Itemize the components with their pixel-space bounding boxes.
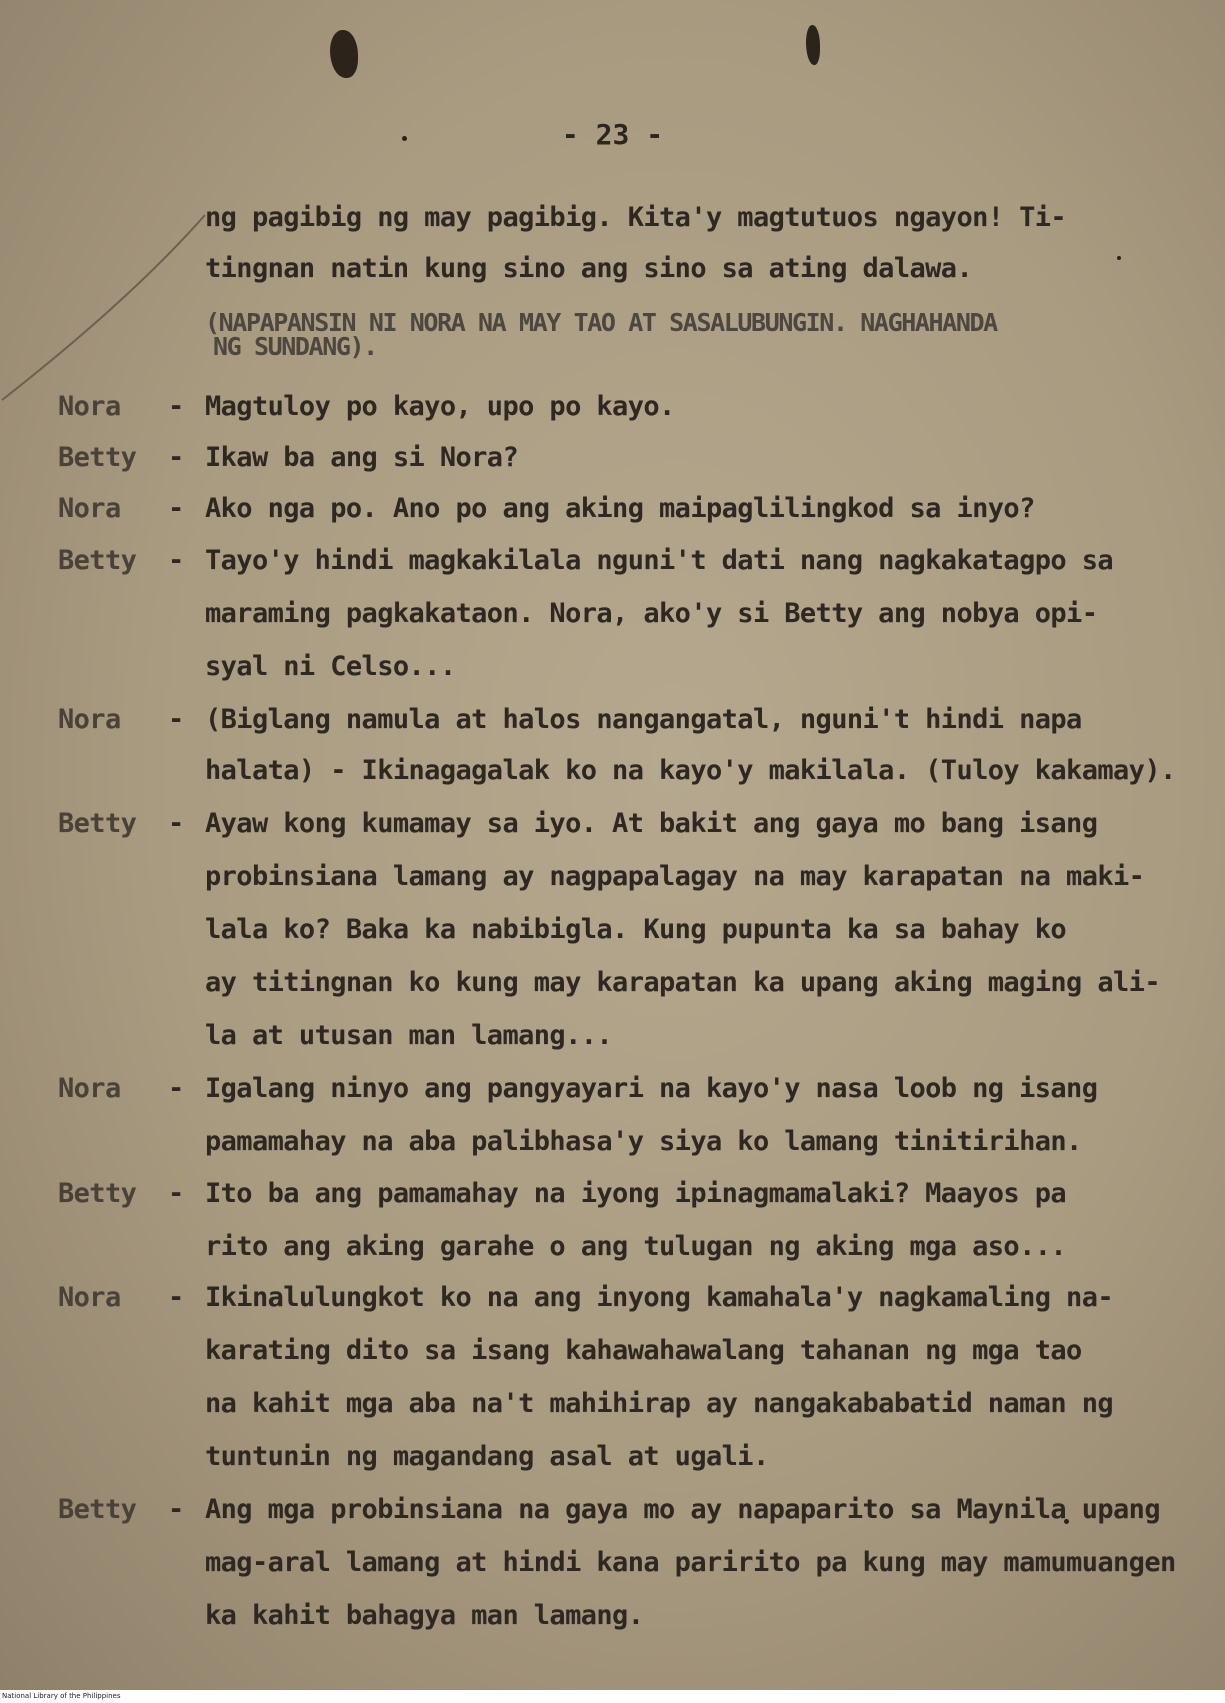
dialogue-line: Igalang ninyo ang pangyayari na kayo'y nasa loob ng isang xyxy=(205,1073,1098,1104)
archive-footer: National Library of the Philippines xyxy=(0,1690,1225,1703)
speaker-name: Betty xyxy=(58,442,137,473)
dialogue-line: na kahit mga aba na't mahihirap ay nangakababatid naman ng xyxy=(205,1388,1114,1419)
dialogue-line: Ito ba ang pamamahay na iyong ipinagmamalaki? Maayos pa xyxy=(205,1178,1067,1209)
speaker-dash: - xyxy=(168,1178,185,1209)
speaker-dash: - xyxy=(168,493,185,524)
dialogue-line: Ang mga probinsiana na gaya mo ay napaparito sa Maynila upang xyxy=(205,1494,1160,1525)
stage-direction-line-2: NG SUNDANG). xyxy=(213,332,377,361)
speaker-name: Nora xyxy=(58,1282,121,1313)
dialogue-line: Tayo'y hindi magkakilala nguni't dati nang nagkakatagpo sa xyxy=(205,545,1114,576)
speaker-dash: - xyxy=(168,808,185,839)
page-number: - 23 - xyxy=(561,118,664,151)
dialogue-line: mag-aral lamang at hindi kana paririto pa kung may mamumuangen xyxy=(205,1547,1176,1578)
opening-line-2: tingnan natin kung sino ang sino sa ating dalawa. xyxy=(205,253,973,284)
dialogue-line: syal ni Celso... xyxy=(205,651,456,682)
dialogue-line: tuntunin ng magandang asal at ugali. xyxy=(205,1441,769,1472)
speaker-name: Betty xyxy=(58,808,137,839)
speaker-dash: - xyxy=(168,1494,185,1525)
speaker-name: Nora xyxy=(58,1073,121,1104)
dialogue-line: ka kahit bahagya man lamang. xyxy=(205,1600,644,1631)
opening-line-1: ng pagibig ng may pagibig. Kita'y magtutuos ngayon! Ti- xyxy=(205,202,1067,233)
speaker-dash: - xyxy=(168,545,185,576)
speaker-dash: - xyxy=(168,391,185,422)
dialogue-line: ay titingnan ko kung may karapatan ka upang aking maging ali- xyxy=(205,967,1160,998)
speaker-dash: - xyxy=(168,1282,185,1313)
dialogue-line: Magtuloy po kayo, upo po kayo. xyxy=(205,391,675,422)
paper-fold-crease xyxy=(0,210,210,410)
dialogue-line: halata) - Ikinagagalak ko na kayo'y makilala. (Tuloy kakamay). xyxy=(205,755,1176,786)
dialogue-line: la at utusan man lamang... xyxy=(205,1020,613,1051)
binding-hole-left xyxy=(330,30,358,78)
dialogue-line: Ako nga po. Ano po ang aking maipaglilingkod sa inyo? xyxy=(205,493,1035,524)
dialogue-line: maraming pagkakataon. Nora, ako'y si Betty ang nobya opi- xyxy=(205,598,1098,629)
binding-hole-right xyxy=(806,25,820,65)
speaker-name: Betty xyxy=(58,1494,137,1525)
speaker-dash: - xyxy=(168,1073,185,1104)
speaker-dash: - xyxy=(168,704,185,735)
speaker-name: Nora xyxy=(58,704,121,735)
speaker-name: Nora xyxy=(58,493,121,524)
speaker-name: Betty xyxy=(58,545,137,576)
dialogue-line: karating dito sa isang kahawahawalang tahanan ng mga tao xyxy=(205,1335,1082,1366)
stage-direction-line-1: (NAPAPANSIN NI NORA NA MAY TAO AT SASALUBUNGIN. NAGHAHANDA xyxy=(205,308,997,337)
ink-speck xyxy=(1117,256,1121,260)
dialogue-line: Ikinalulungkot ko na ang inyong kamahala'y nagkamaling na- xyxy=(205,1282,1114,1313)
dialogue-line: rito ang aking garahe o ang tulugan ng aking mga aso... xyxy=(205,1231,1067,1262)
dialogue-line: Ayaw kong kumamay sa iyo. At bakit ang gaya mo bang isang xyxy=(205,808,1098,839)
speaker-dash: - xyxy=(168,442,185,473)
dialogue-line: lala ko? Baka ka nabibigla. Kung pupunta ka sa bahay ko xyxy=(205,914,1067,945)
speaker-name: Betty xyxy=(58,1178,137,1209)
dialogue-line: (Biglang namula at halos nangangatal, nguni't hindi napa xyxy=(205,704,1082,735)
dialogue-line: pamamahay na aba palibhasa'y siya ko lamang tinitirihan. xyxy=(205,1126,1082,1157)
dialogue-line: Ikaw ba ang si Nora? xyxy=(205,442,519,473)
speaker-name: Nora xyxy=(58,391,121,422)
dialogue-line: probinsiana lamang ay nagpapalagay na may karapatan na maki- xyxy=(205,861,1145,892)
